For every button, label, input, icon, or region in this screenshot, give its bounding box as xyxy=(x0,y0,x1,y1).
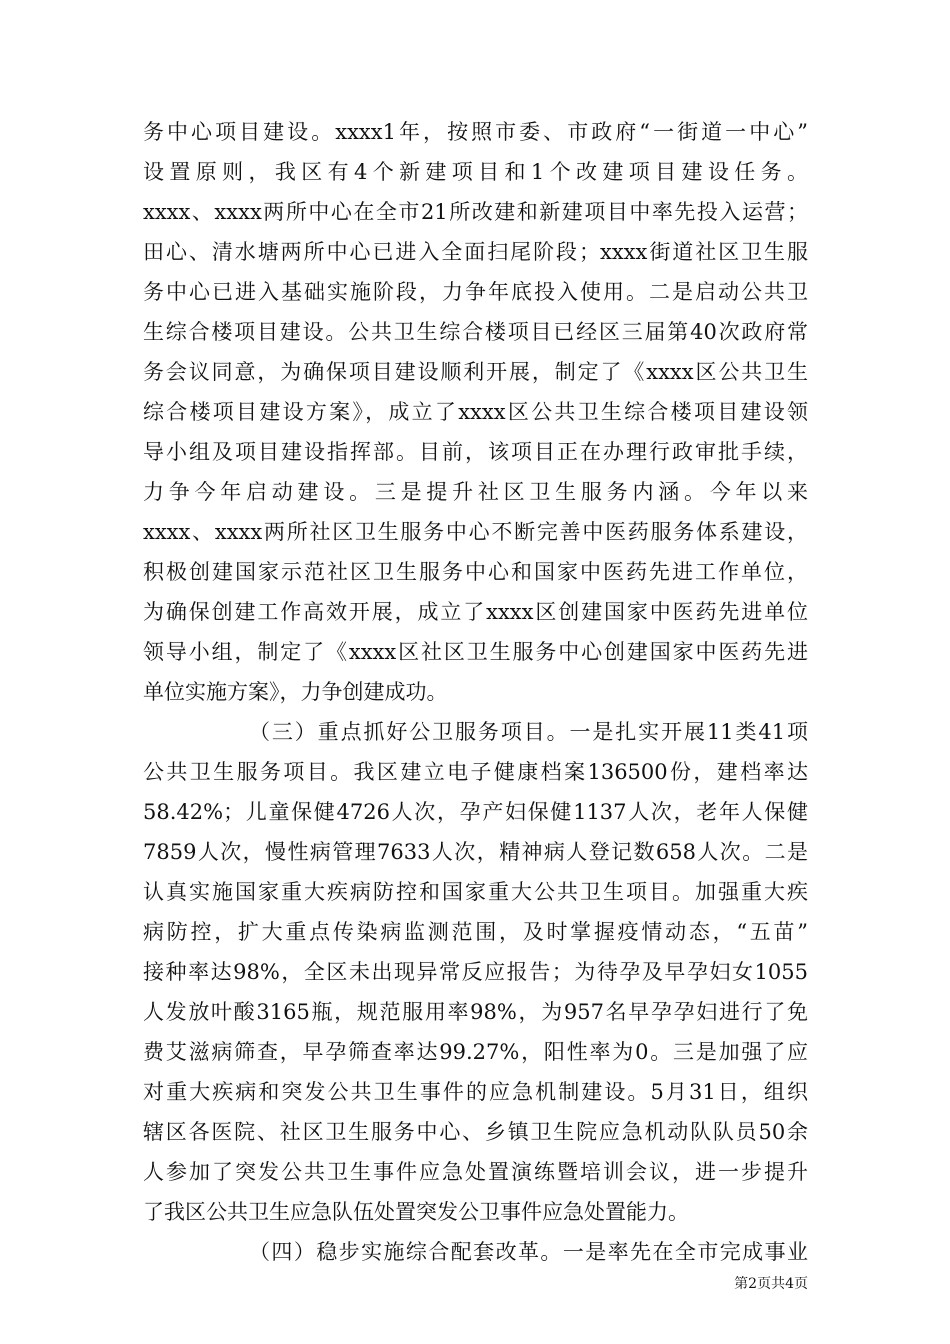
body-line-26: 辖区各医院、社区卫生服务中心、乡镇卫生院应急机动队队员50余 xyxy=(143,1120,808,1144)
body-line-24: 费艾滋病筛查，早孕筛查率达99.27%，阳性率为0。三是加强了应 xyxy=(143,1040,808,1064)
body-line-10: 力争今年启动建设。三是提升社区卫生服务内涵。今年以来 xyxy=(143,480,808,504)
body-line-22: 接种率达98%，全区未出现异常反应报告；为待孕及早孕妇女1055 xyxy=(143,960,808,984)
body-line-3: xxxx、xxxx两所中心在全市21所改建和新建项目中率先投入运营； xyxy=(143,200,808,224)
body-line-28: 了我区公共卫生应急队伍处置突发公卫事件应急处置能力。 xyxy=(143,1200,689,1224)
body-line-20: 认真实施国家重大疾病防控和国家重大公共卫生项目。加强重大疾 xyxy=(143,880,808,904)
body-line-12: 积极创建国家示范社区卫生服务中心和国家中医药先进工作单位， xyxy=(143,560,808,584)
body-line-1: 务中心项目建设。xxxx1年，按照市委、市政府“一街道一中心” xyxy=(143,120,808,144)
body-line-21: 病防控，扩大重点传染病监测范围，及时掌握疫情动态，“五苗” xyxy=(143,920,808,944)
body-line-6: 生综合楼项目建设。公共卫生综合楼项目已经区三届第40次政府常 xyxy=(143,320,808,344)
body-line-27: 人参加了突发公共卫生事件应急处置演练暨培训会议，进一步提升 xyxy=(143,1160,808,1184)
body-line-11: xxxx、xxxx两所社区卫生服务中心不断完善中医药服务体系建设， xyxy=(143,520,808,544)
page-number-footer: 第2页共4页 xyxy=(734,1276,808,1292)
body-line-8: 综合楼项目建设方案》，成立了xxxx区公共卫生综合楼项目建设领 xyxy=(143,400,808,424)
body-line-15: 单位实施方案》，力争创建成功。 xyxy=(143,680,448,704)
body-line-14: 领导小组，制定了《xxxx区社区卫生服务中心创建国家中医药先进 xyxy=(143,640,808,664)
body-line-4: 田心、清水塘两所中心已进入全面扫尾阶段；xxxx街道社区卫生服 xyxy=(143,240,808,264)
body-line-7: 务会议同意，为确保项目建设顺利开展，制定了《xxxx区公共卫生 xyxy=(143,360,808,384)
body-line-9: 导小组及项目建设指挥部。目前，该项目正在办理行政审批手续， xyxy=(143,440,808,464)
body-line-5: 务中心已进入基础实施阶段，力争年底投入使用。二是启动公共卫 xyxy=(143,280,808,304)
body-line-13: 为确保创建工作高效开展，成立了xxxx区创建国家中医药先进单位 xyxy=(143,600,808,624)
body-line-25: 对重大疾病和突发公共卫生事件的应急机制建设。5月31日，组织 xyxy=(143,1080,808,1104)
section-heading-3: （三）重点抓好公卫服务项目。一是扎实开展11类41项 xyxy=(249,720,808,744)
body-line-18: 58.42%；儿童保健4726人次，孕产妇保健1137人次，老年人保健 xyxy=(143,800,808,824)
body-line-19: 7859人次，慢性病管理7633人次，精神病人登记数658人次。二是 xyxy=(143,840,808,864)
body-line-17: 公共卫生服务项目。我区建立电子健康档案136500份，建档率达 xyxy=(143,760,808,784)
section-heading-4: （四）稳步实施综合配套改革。一是率先在全市完成事业 xyxy=(249,1240,808,1264)
body-line-2: 设置原则，我区有4个新建项目和1个改建项目建设任务。 xyxy=(143,160,808,184)
body-line-23: 人发放叶酸3165瓶，规范服用率98%，为957名早孕孕妇进行了免 xyxy=(143,1000,808,1024)
